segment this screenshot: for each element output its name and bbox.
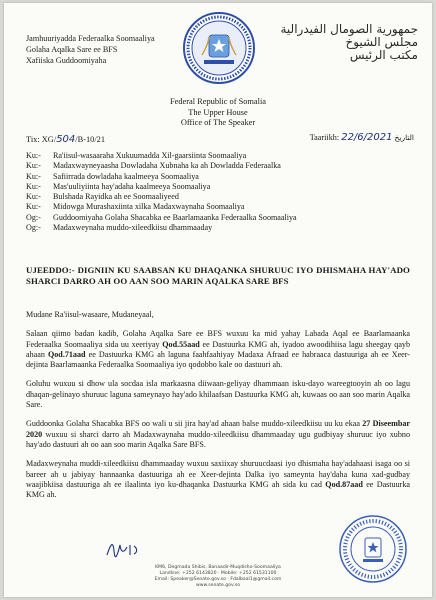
recipient-label: Ku:-: [26, 171, 41, 181]
recipient-row: [26, 213, 406, 223]
recipient-label: Ku:-: [26, 202, 41, 212]
bold-reference: Qod.55aad: [162, 339, 200, 349]
paragraph-text: ee Dastuurka KMG ah laguna faahfaahiyay Madaxa Afraad ee habraaca dastuuriga ah ee Xeer-dejinta Baarlamaanka Federaalka Soomaaliya iyo qodobbo kale oo dastuuri ah.: [26, 349, 410, 370]
date-arabic-label: التاريخ: [394, 133, 414, 142]
subject-line: UJEEDDO:- DIGNIIN KU SAABSAN KU DHAQANKA SHURUUC IYO DHISMAHA HAY'ADO SHARCI DARRO AH OO AAN SOO MARIN AQALKA SARE BFS: [26, 265, 410, 286]
recipient-row: [26, 161, 406, 171]
header-line: مجلس الشيوخ: [345, 35, 418, 49]
recipient-row: [26, 192, 406, 202]
recipient-text: Midowga Murashaxiinta xilka Madaxwaynaha Soomaaliya: [53, 202, 245, 212]
body-paragraph: [26, 419, 410, 450]
recipient-text: Bulshada Rayidka ah ee Soomaaliyeed: [53, 192, 179, 202]
paragraph-text: Guddoonka Golaha Shacabka BFS oo wali u sii jira hay'ad ahaan balse muddo-xileedkiisu uu ku ekaa: [26, 419, 363, 429]
reference-suffix: /B-10/21: [75, 135, 106, 144]
recipient-row: [26, 223, 406, 233]
recipient-text: Safiirrada dowladaha kaalmeeya Soomaaliya: [53, 171, 199, 181]
recipient-row: [26, 202, 406, 212]
recipient-text: Madaxweynaha muddo-xileedkiisu dhammaaday: [53, 223, 213, 233]
body-paragraph: [26, 459, 410, 500]
recipient-row: [26, 172, 406, 182]
footer-contact: [4, 565, 432, 589]
recipient-label: Og:-: [26, 223, 41, 233]
recipient-label: Ku:-: [26, 151, 41, 160]
header-line: Golaha Aqalka Sare ee BFS: [26, 45, 118, 54]
header-somali: [26, 33, 176, 66]
footer-line: KM6, Degmada Shibis, Banaadir-Muqdisho-Soomaaliya: [155, 565, 281, 570]
reference-handwritten: 504: [56, 134, 76, 145]
header-line: Office of The Speaker: [180, 118, 256, 127]
body-paragraph: [26, 329, 410, 370]
recipient-text: Ra'iisul-wasaaraha Xukuumadda Xil-gaarsiinta Soomaaliya: [53, 151, 247, 160]
header-line: The Upper House: [188, 107, 248, 117]
paragraph-text: Madaxweynaha muddi-xileedkiisu dhammaaday wuxuu saxiixay shuruucdaasi iyo dhismaha hay'adahaasi isaga oo si bareer ah u jabiyay hannaanka dastuuriga ah ee Xeer-dejinta Dalka iyo sameynta hay'daha kuna xad-gudbay waajibkiisa dastuuriga ah ee ilaalinta iyo ku-dhaqanka Dastuurka KMG ah sida ku cad: [26, 459, 410, 489]
senate-seal-logo: [182, 11, 256, 85]
header-line: Jamhuuriyadda Federaalka Soomaaliya: [26, 34, 155, 43]
footer-line: Landline: +252 6143820 · Mobile: +252 61531100: [159, 571, 277, 576]
salutation: Mudane Ra'iisul-wasaare, Mudaneyaal,: [26, 310, 154, 319]
date-label: Taariikh:: [309, 133, 340, 142]
header-line: جمهورية الصومال الفيدرالية: [280, 22, 418, 36]
reference-prefix: Tix: XG/: [26, 135, 57, 144]
recipient-row: [26, 182, 406, 192]
recipient-list: [26, 151, 406, 233]
recipient-text: Guddoomiyaha Golaha Shacabka ee Baarlamaanka Federaalka Soomaaliya: [53, 212, 297, 222]
recipient-label: Ku:-: [26, 161, 41, 171]
recipient-label: Ku:-: [26, 181, 41, 191]
paragraph-text: Goluhu wuxuu si dhow ula socdaa isla markaasna diiwaan-geliyay dhammaan isku-dayo wareegtooyin ah oo lagu dhaqan-gelinayo shuruuc laguna sameynayo hay'ado khilaafsan Dastuurka KMG ah, kuwaas oo aan soo marin Aqalka Sare.: [26, 379, 410, 410]
recipient-text: Madaxwayneyaasha Dowladaha Xubnaha ka ah Dowladda Federaalka: [53, 161, 281, 171]
paragraph-text: Salaan qiimo badan kadib, Golaha Aqalka Sare ee BFS wuxuu ka mid yahay Labada Aqal ee Baarlamaanka Federaalka Soomaaliya sida uu xeeriyay: [26, 329, 410, 349]
letter-date: [310, 132, 414, 143]
recipient-label: Ku:-: [26, 192, 41, 202]
paragraph-text: wuxuu si sharci darro ah Madaxwaynaha muddo-xileedkiisu dhammaaday ugu gudbiyay shuruuc iyo xubno hay'ado dastuuri ah oo aan soo marin Aqalka Sare BFS.: [26, 429, 410, 449]
paragraph-text: ee Dastuurka KMG ah.: [26, 479, 410, 500]
header-line: Xafiiska Guddoomiyaha: [26, 56, 107, 65]
paragraph-text: ee Dastuurka KMG ah, iyadoo awoodihiisa lagu sheegay qayb ahaan: [26, 339, 411, 359]
recipient-row: [26, 151, 406, 161]
bold-reference: Qod.71aad: [47, 349, 86, 359]
bold-reference: 27 Diseembar 2020: [26, 419, 410, 439]
body-paragraph: [26, 379, 410, 410]
header-arabic: [278, 23, 418, 62]
reference-number: [26, 134, 105, 145]
footer-line: www.senate.gov.so: [195, 583, 241, 588]
header-line: Federal Republic of Somalia: [169, 97, 267, 106]
date-handwritten: 22/6/2021: [341, 132, 393, 143]
footer-line: Email: Speaker@Senate.gov.so · Fdalbaal1@gmail.com: [154, 577, 282, 582]
header-line: مكتب الرئيس: [349, 48, 418, 62]
letter-body: [26, 310, 410, 509]
header-english: [4, 97, 432, 129]
letter-page: [4, 3, 432, 597]
bold-reference: Qod.87aad: [325, 479, 363, 489]
recipient-text: Mas'uuliyiinta hay'adaha kaalmeeya Soomaaliya: [53, 181, 211, 191]
recipient-label: Og:-: [26, 212, 41, 222]
signature: [104, 537, 144, 559]
